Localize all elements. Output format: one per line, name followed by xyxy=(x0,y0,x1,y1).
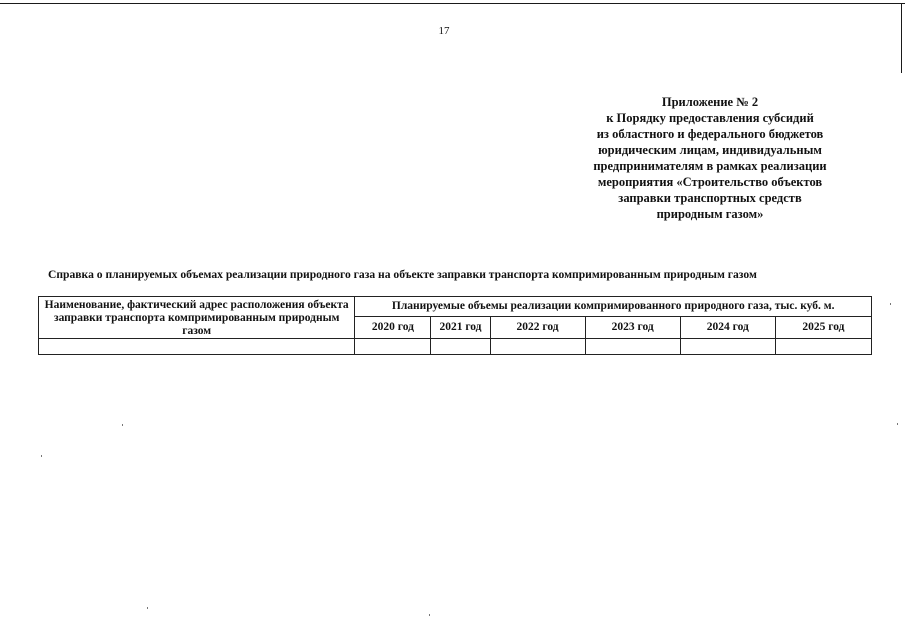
page-number: 17 xyxy=(438,25,450,37)
appendix-line: юридическим лицам, индивидуальным xyxy=(598,143,822,157)
appendix-line: заправки транспортных средств xyxy=(618,191,802,205)
scan-speck xyxy=(147,607,148,609)
appendix-line: к Порядку предоставления субсидий xyxy=(606,111,814,125)
appendix-block xyxy=(560,94,860,222)
scan-speck xyxy=(890,303,891,305)
appendix-line: природным газом» xyxy=(656,207,764,221)
planned-volumes-table xyxy=(38,296,872,355)
header-year: 2020 год xyxy=(355,317,431,339)
table-cell xyxy=(585,339,680,355)
scan-speck xyxy=(897,423,898,425)
table-cell xyxy=(431,339,490,355)
table-cell xyxy=(775,339,871,355)
document-title: Справка о планируемых объемах реализации природного газа на объекте заправки транспорта компримированным природным газом xyxy=(48,268,757,281)
header-year: 2025 год xyxy=(775,317,871,339)
table-row xyxy=(39,339,872,355)
page-border-right xyxy=(901,3,902,73)
table-cell xyxy=(39,339,355,355)
appendix-line: из областного и федерального бюджетов xyxy=(596,127,824,141)
table-cell xyxy=(680,339,775,355)
scan-speck xyxy=(41,455,42,457)
header-year: 2024 год xyxy=(680,317,775,339)
scan-speck xyxy=(429,614,430,616)
header-year: 2023 год xyxy=(585,317,680,339)
table-cell xyxy=(355,339,431,355)
appendix-line: Приложение № 2 xyxy=(661,95,759,109)
page-border-top xyxy=(0,3,905,4)
table-cell xyxy=(490,339,585,355)
appendix-line: мероприятия «Строительство объектов xyxy=(597,175,823,189)
scan-speck xyxy=(122,424,123,426)
header-year: 2022 год xyxy=(490,317,585,339)
appendix-line: предпринимателям в рамках реализации xyxy=(593,159,827,173)
header-planned-volumes: Планируемые объемы реализации компримированного природного газа, тыс. куб. м. xyxy=(355,297,872,317)
header-object-name: Наименование, фактический адрес расположения объекта заправки транспорта компримированным природным газом xyxy=(39,297,355,339)
header-year: 2021 год xyxy=(431,317,490,339)
